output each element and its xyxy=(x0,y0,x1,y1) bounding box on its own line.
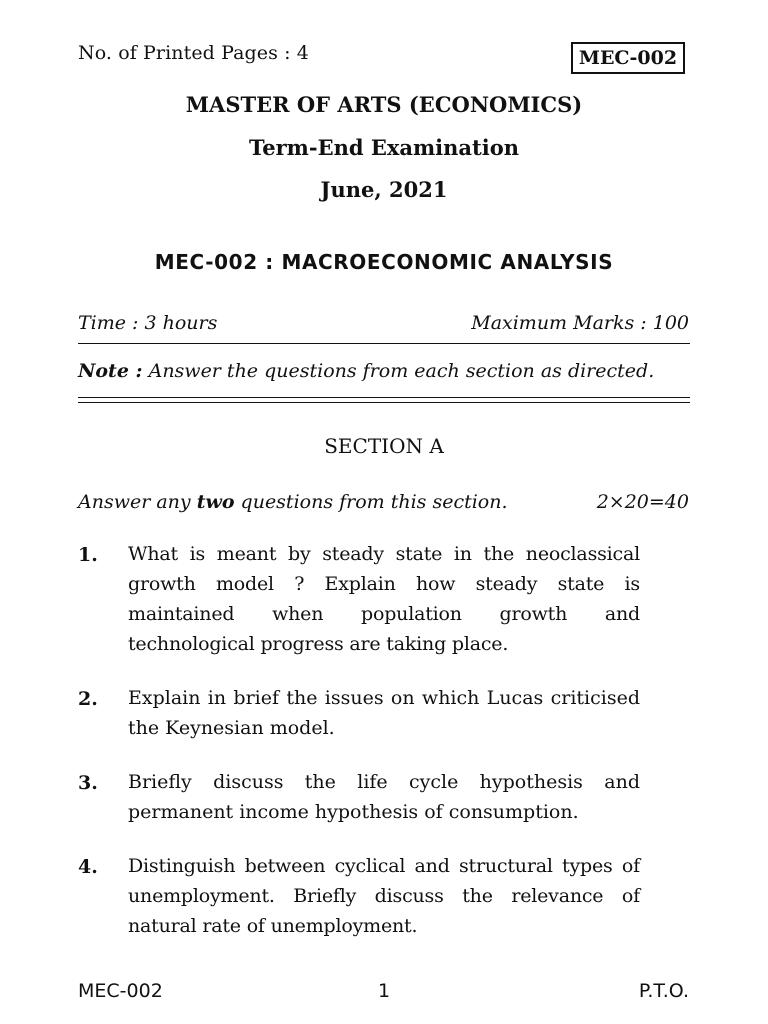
footer-course-code: MEC-002 xyxy=(78,980,163,1002)
note-text: Answer the questions from each section as directed. xyxy=(148,360,655,382)
question-number: 2. xyxy=(78,688,98,710)
time-allowed: Time : 3 hours xyxy=(78,312,218,334)
question-text: What is meant by steady state in the neoclassical growth model ? Explain how steady state is maintained when population growth and technological progress are taking place. xyxy=(128,543,640,655)
question-text: Briefly discuss the life cycle hypothesis and permanent income hypothesis of consumption. xyxy=(128,771,640,823)
please-turn-over: P.T.O. xyxy=(638,980,689,1002)
divider xyxy=(78,343,690,344)
section-instruction xyxy=(78,491,508,513)
section-marks: 2×20=40 xyxy=(596,491,689,513)
page-number: 1 xyxy=(377,980,391,1002)
question-number: 1. xyxy=(78,544,98,566)
double-divider-bottom xyxy=(78,402,690,403)
course-title: MEC-002 : MACROECONOMIC ANALYSIS xyxy=(154,250,614,274)
instruction-pre: Answer any xyxy=(78,491,197,513)
double-divider-top xyxy=(78,397,690,398)
section-title: SECTION A xyxy=(324,434,444,458)
printed-pages-count: No. of Printed Pages : 4 xyxy=(78,42,309,64)
note-label: Note : xyxy=(78,360,143,382)
instruction-post: questions from this section. xyxy=(234,491,508,513)
note xyxy=(78,360,654,382)
question-text: Explain in brief the issues on which Lucas criticised the Keynesian model. xyxy=(128,687,640,739)
question-number: 4. xyxy=(78,856,98,878)
question-text: Distinguish between cyclical and structural types of unemployment. Briefly discuss the relevance of natural rate of unemployment. xyxy=(128,855,640,937)
course-code-box: MEC-002 xyxy=(571,42,685,74)
exam-date: June, 2021 xyxy=(320,177,448,202)
programme-title: MASTER OF ARTS (ECONOMICS) xyxy=(185,92,583,117)
maximum-marks: Maximum Marks : 100 xyxy=(471,312,689,334)
question-number: 3. xyxy=(78,772,98,794)
instruction-bold: two xyxy=(196,491,235,513)
exam-title: Term-End Examination xyxy=(248,135,519,160)
